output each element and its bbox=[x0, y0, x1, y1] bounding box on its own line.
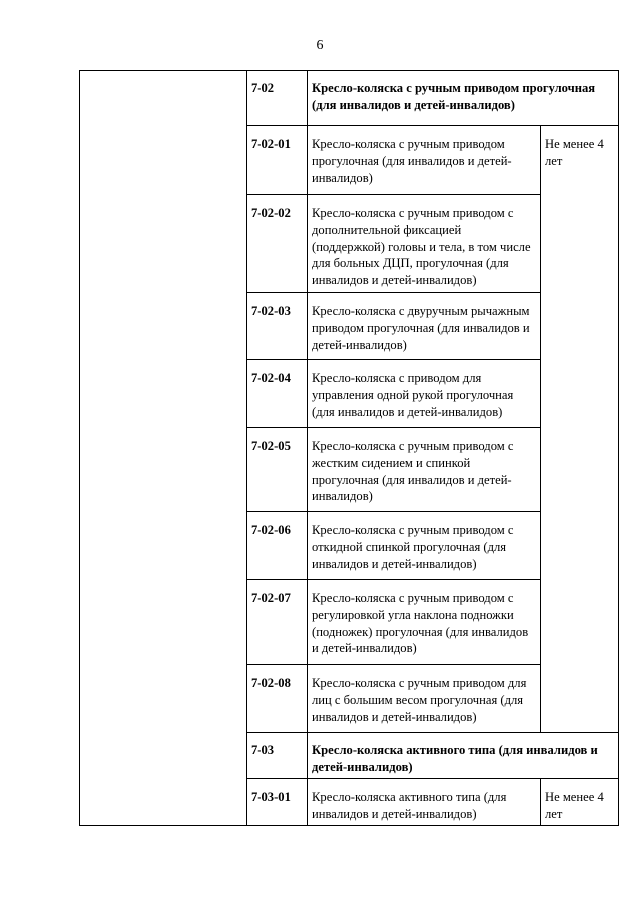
item-code: 7-02-08 bbox=[247, 665, 308, 733]
item-name: Кресло-коляска с ручным приводом с откидной спинкой прогулочная (для инвалидов и детей-инвалидов) bbox=[308, 512, 541, 580]
blank-column bbox=[80, 71, 247, 826]
item-name: Кресло-коляска с приводом для управления одной рукой прогулочная (для инвалидов и детей-инвалидов) bbox=[308, 360, 541, 428]
usage-term: Не менее 4 лет bbox=[541, 126, 619, 733]
item-code: 7-02-07 bbox=[247, 580, 308, 665]
item-name: Кресло-коляска с ручным приводом прогулочная (для инвалидов и детей-инвалидов) bbox=[308, 126, 541, 195]
item-code: 7-02-02 bbox=[247, 195, 308, 293]
item-name: Кресло-коляска с ручным приводом с регулировкой угла наклона подножки (подножек) прогулочная (для инвалидов и детей-инвалидов) bbox=[308, 580, 541, 665]
item-name: Кресло-коляска с двуручным рычажным приводом прогулочная (для инвалидов и детей-инвалидов) bbox=[308, 293, 541, 360]
item-code: 7-02-05 bbox=[247, 428, 308, 512]
assistive-devices-table bbox=[79, 70, 619, 826]
group-title: Кресло-коляска активного типа (для инвалидов и детей-инвалидов) bbox=[308, 733, 619, 779]
item-code: 7-02-04 bbox=[247, 360, 308, 428]
item-name: Кресло-коляска активного типа (для инвалидов и детей-инвалидов) bbox=[308, 779, 541, 826]
group-title: Кресло-коляска с ручным приводом прогулочная (для инвалидов и детей-инвалидов) bbox=[308, 71, 619, 126]
group-row bbox=[80, 71, 619, 126]
group-code: 7-03 bbox=[247, 733, 308, 779]
item-code: 7-03-01 bbox=[247, 779, 308, 826]
page-number: 6 bbox=[316, 38, 324, 53]
item-code: 7-02-03 bbox=[247, 293, 308, 360]
item-name: Кресло-коляска с ручным приводом с жестким сидением и спинкой прогулочная (для инвалидов и детей-инвалидов) bbox=[308, 428, 541, 512]
usage-term: Не менее 4 лет bbox=[541, 779, 619, 826]
group-code: 7-02 bbox=[247, 71, 308, 126]
item-name: Кресло-коляска с ручным приводом для лиц с большим весом прогулочная (для инвалидов и детей-инвалидов) bbox=[308, 665, 541, 733]
item-name: Кресло-коляска с ручным приводом с дополнительной фиксацией (поддержкой) головы и тела, в том числе для больных ДЦП, прогулочная (для инвалидов и детей-инвалидов) bbox=[308, 195, 541, 293]
item-code: 7-02-06 bbox=[247, 512, 308, 580]
item-code: 7-02-01 bbox=[247, 126, 308, 195]
